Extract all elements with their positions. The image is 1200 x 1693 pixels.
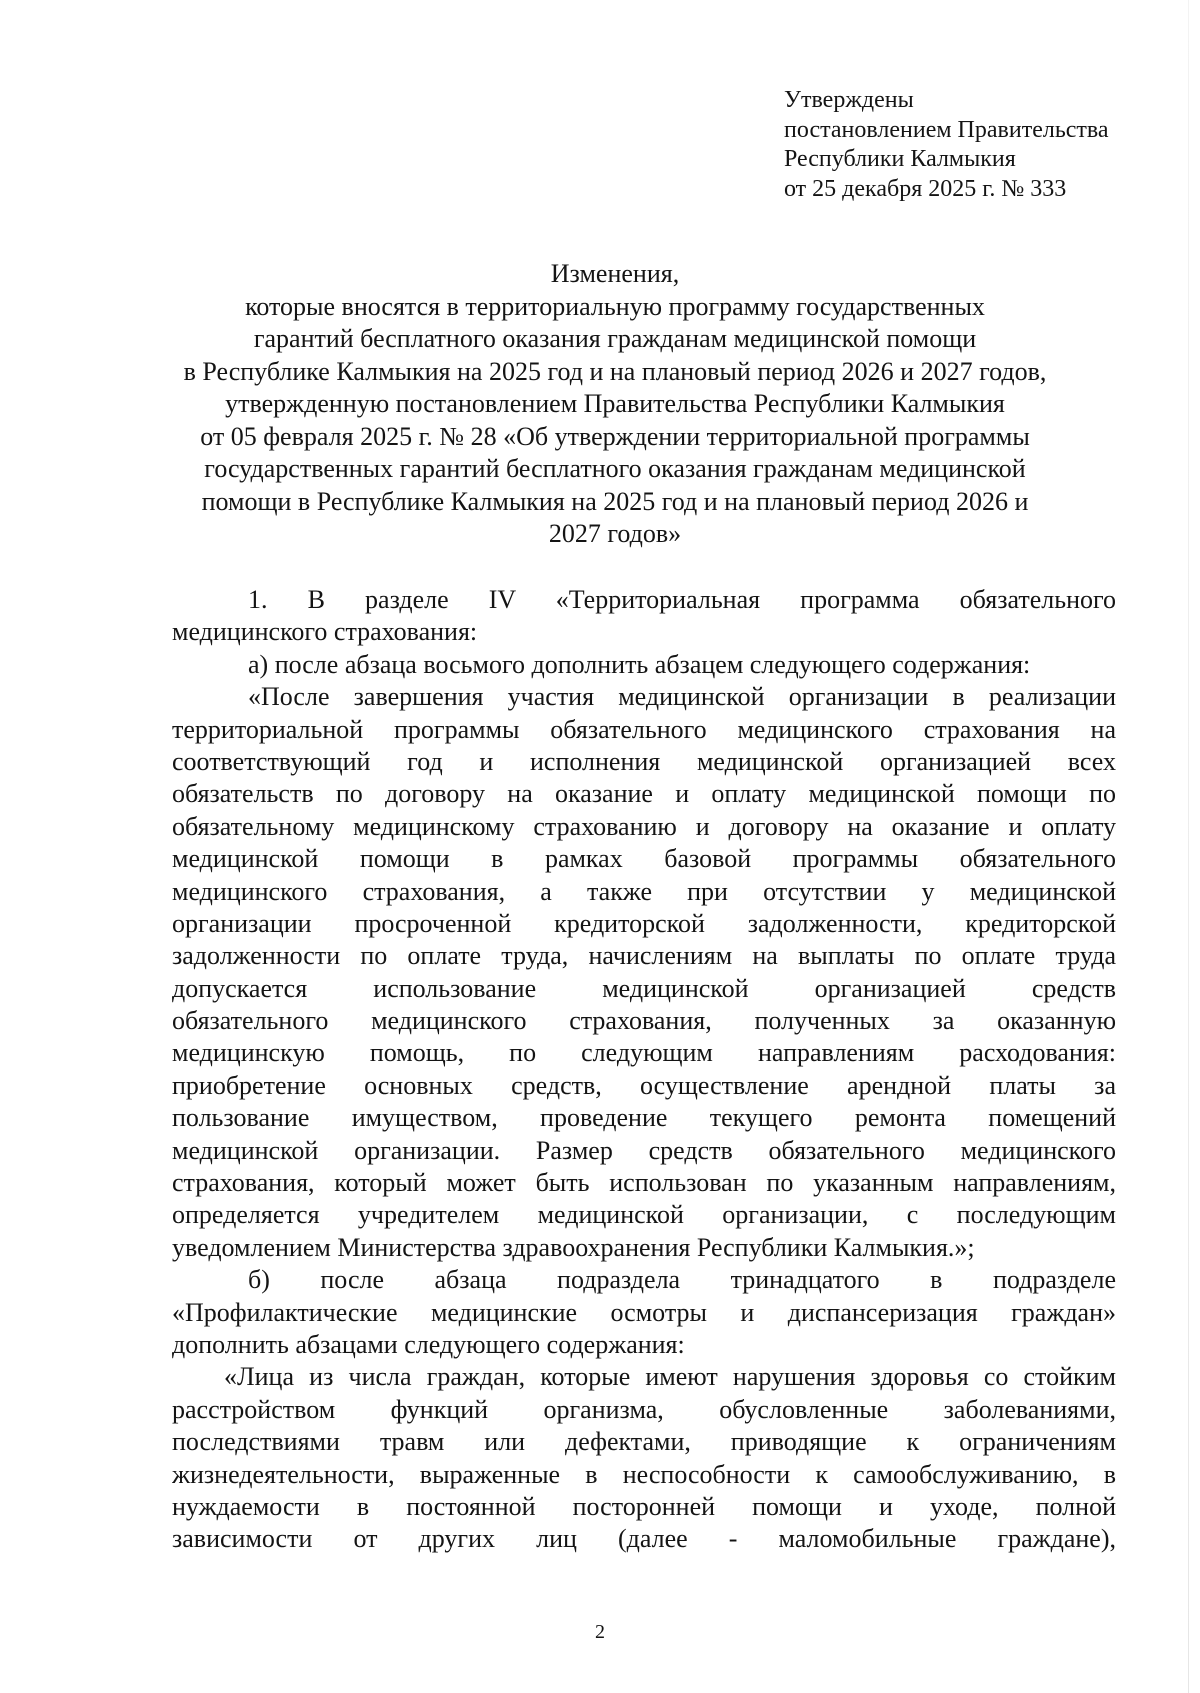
body-line: последствиями травм или дефектами, приводящие к ограничениям [172, 1427, 1116, 1457]
body-line: расстройством функций организма, обусловленные заболеваниями, [172, 1394, 1116, 1424]
body-line: определяется учредителем медицинской организации, с последующим [172, 1200, 1116, 1230]
approval-line: Утверждены [784, 87, 914, 113]
body-line: «Профилактические медицинские осмотры и диспансеризация граждан» [172, 1297, 1116, 1327]
title-line: которые вносятся в территориальную программу государственных [245, 291, 985, 321]
body-line: страхования, который может быть использован по указанным направлениям, [172, 1168, 1116, 1198]
body-line: приобретение основных средств, осуществление арендной платы за [172, 1070, 1116, 1100]
body-line: медицинского страхования: [172, 617, 478, 647]
body-line: медицинского страхования, а также при отсутствии у медицинской [172, 876, 1116, 906]
title-line: гарантий бесплатного оказания гражданам медицинской помощи [253, 324, 977, 353]
body-line: зависимости от других лиц (далее - маломобильные граждане), [172, 1524, 1116, 1554]
body-line: «Лица из числа граждан, которые имеют нарушения здоровья со стойким [224, 1362, 1116, 1392]
title-line: в Республике Калмыкия на 2025 год и на плановый период 2026 и 2027 годов, [183, 356, 1047, 386]
approval-line: Республики Калмыкия [784, 146, 1016, 172]
title-line: государственных гарантий бесплатного оказания гражданам медицинской [204, 454, 1026, 483]
body-line: территориальной программы обязательного медицинского страхования на [172, 714, 1116, 744]
body-line: соответствующий год и исполнения медицинской организацией всех [172, 746, 1116, 776]
title-line: от 05 февраля 2025 г. № 28 «Об утверждении территориальной программы [200, 421, 1030, 451]
document-title [150, 258, 1080, 551]
approval-line: от 25 декабря 2025 г. № 333 [784, 175, 1067, 202]
body-line: б) после абзаца подраздела тринадцатого в подразделе [248, 1265, 1116, 1295]
page-number: 2 [595, 1621, 605, 1643]
body-line: обязательств по договору на оказание и оплату медицинской помощи по [172, 779, 1116, 809]
body-line: медицинской организации. Размер средств обязательного медицинского [172, 1135, 1116, 1165]
body-line: медицинской помощи в рамках базовой программы обязательного [172, 844, 1116, 874]
body-line: допускается использование медицинской организацией средств [172, 973, 1116, 1003]
approval-stamp [784, 86, 1164, 204]
document-body [172, 584, 1116, 1556]
body-line: 1. В разделе IV «Территориальная программа обязательного [248, 585, 1116, 614]
scan-edge-divider [1188, 0, 1189, 1693]
title-line: 2027 годов» [548, 519, 682, 548]
body-line: задолженности по оплате труда, начислениям на выплаты по оплате труда [172, 941, 1116, 971]
title-line: утвержденную постановлением Правительства Республики Калмыкия [225, 389, 1005, 418]
body-line: а) после абзаца восьмого дополнить абзацем следующего содержания: [248, 649, 1031, 679]
body-line: «После завершения участия медицинской организации в реализации [248, 682, 1116, 712]
body-line: обязательного медицинского страхования, полученных за оказанную [172, 1006, 1116, 1036]
body-line: жизнедеятельности, выраженные в неспособности к самообслуживанию, в [172, 1459, 1116, 1489]
body-line: дополнить абзацами следующего содержания: [172, 1329, 685, 1359]
title-line: Изменения, [550, 259, 680, 288]
body-line: организации просроченной кредиторской задолженности, кредиторской [172, 908, 1116, 938]
approval-line: постановлением Правительства [784, 116, 1109, 143]
body-line: обязательному медицинскому страхованию и договору на оказание и оплату [172, 811, 1116, 841]
body-line: нуждаемости в постоянной посторонней помощи и уходе, полной [172, 1491, 1116, 1521]
body-line: медицинскую помощь, по следующим направлениям расходования: [172, 1038, 1116, 1068]
title-line: помощи в Республике Калмыкия на 2025 год и на плановый период 2026 и [201, 486, 1029, 516]
body-line: уведомлением Министерства здравоохранения Республики Калмыкия.»; [172, 1232, 975, 1262]
body-line: пользование имуществом, проведение текущего ремонта помещений [172, 1103, 1116, 1133]
